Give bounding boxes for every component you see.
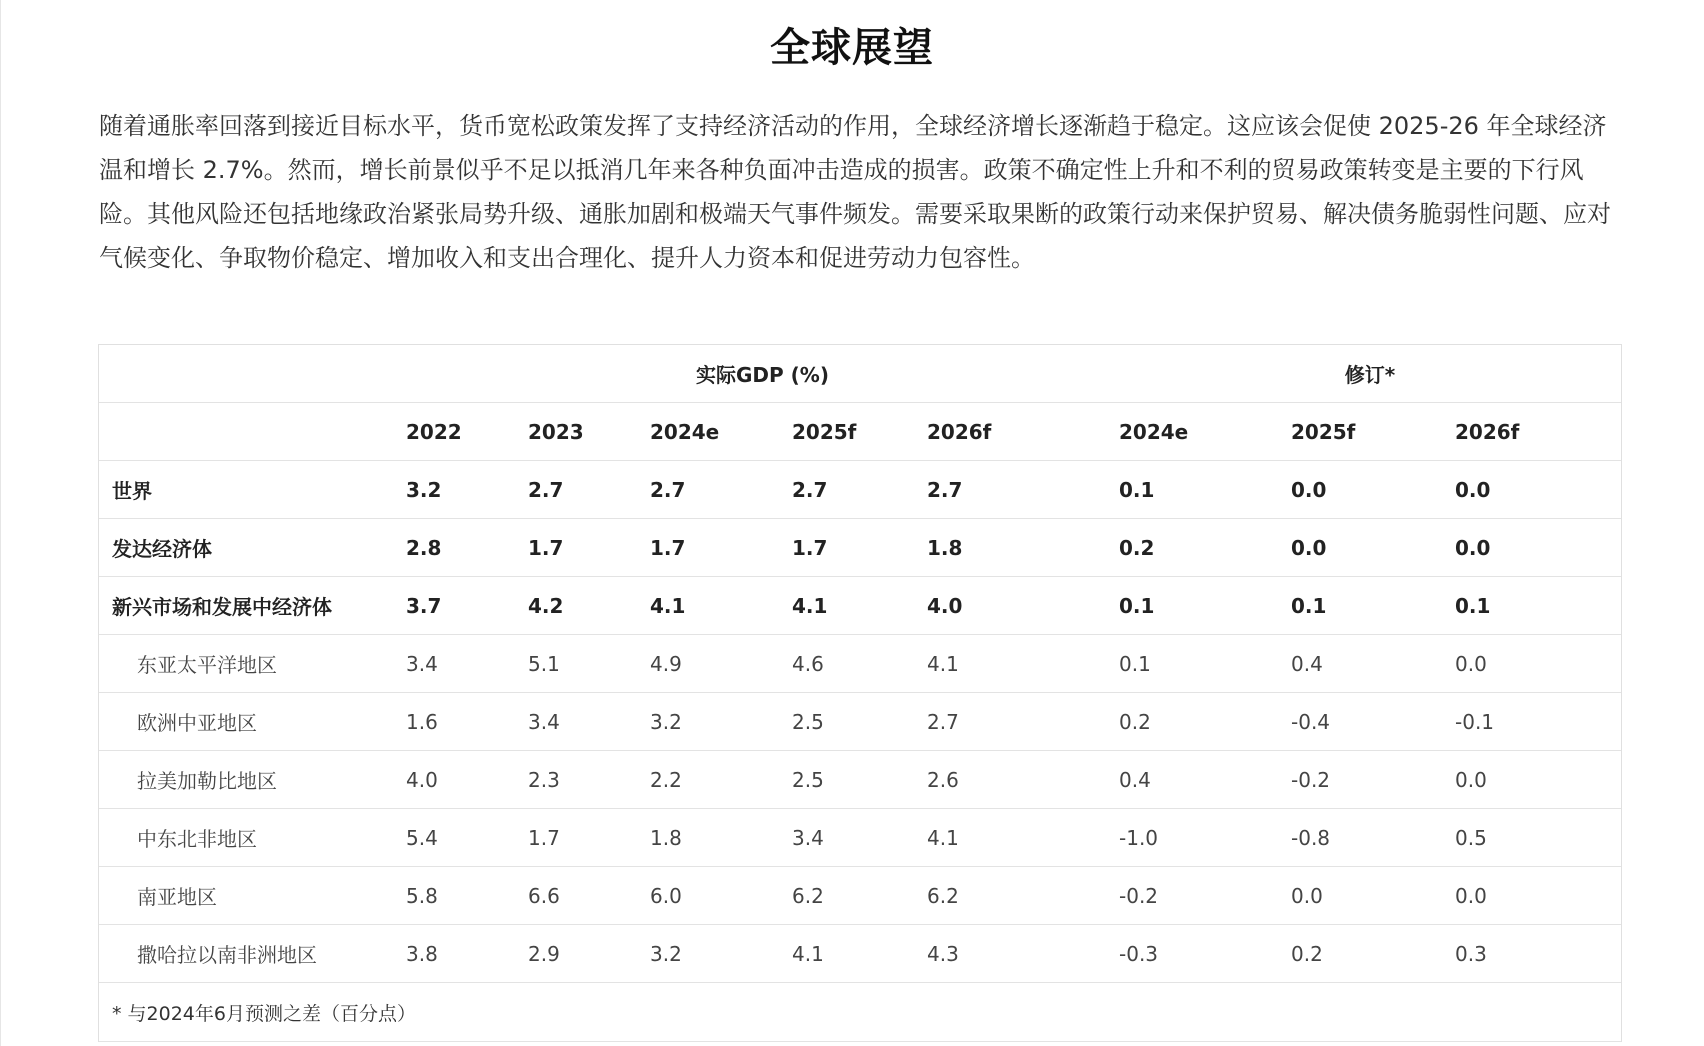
table-cell: 0.4 xyxy=(1119,751,1291,809)
table-cell: 3.8 xyxy=(406,925,528,983)
table-cell: 5.4 xyxy=(406,809,528,867)
row-label: 南亚地区 xyxy=(99,867,406,925)
table-cell: 2.8 xyxy=(406,519,528,577)
table-cell: -0.2 xyxy=(1119,867,1291,925)
table-cell: 4.9 xyxy=(650,635,792,693)
column-header-row xyxy=(99,403,1621,461)
col-header-2025f: 2025f xyxy=(792,403,927,461)
table-cell: 2.5 xyxy=(792,693,927,751)
table-cell: 2.3 xyxy=(528,751,650,809)
gdp-table-container xyxy=(98,344,1622,1042)
table-cell: 0.0 xyxy=(1455,751,1621,809)
table-cell: 2.6 xyxy=(927,751,1119,809)
table-cell: 0.0 xyxy=(1455,519,1621,577)
table-cell: 1.6 xyxy=(406,693,528,751)
row-label: 拉美加勒比地区 xyxy=(99,751,406,809)
table-cell: 4.0 xyxy=(406,751,528,809)
table-cell: -0.8 xyxy=(1291,809,1455,867)
table-cell: 5.1 xyxy=(528,635,650,693)
table-row xyxy=(99,461,1621,519)
intro-paragraph: 随着通胀率回落到接近目标水平，货币宽松政策发挥了支持经济活动的作用，全球经济增长逐渐趋于稳定。这应该会促使 2025-26 年全球经济温和增长 2.7%。然而，增长前景似乎不足以抵消几年来各种负面冲击造成的损害。政策不确定性上升和不利的贸易政策转变是主要的下行风险。其他风险还包括地缘政治紧张局势升级、通胀加剧和极端天气事件频发。需要采取果断的政策行动来保护贸易、解决债务脆弱性问题、应对气候变化、争取物价稳定、增加收入和支出合理化、提升人力资本和促进劳动力包容性。 xyxy=(99,112,1611,272)
table-cell: 0.0 xyxy=(1291,519,1455,577)
table-footnote: * 与2024年6月预测之差（百分点） xyxy=(99,983,1621,1042)
table-cell: -0.3 xyxy=(1119,925,1291,983)
group-header-row xyxy=(99,345,1621,403)
row-label: 新兴市场和发展中经济体 xyxy=(99,577,406,635)
table-cell: 0.4 xyxy=(1291,635,1455,693)
table-cell: 1.8 xyxy=(927,519,1119,577)
table-cell: 4.1 xyxy=(650,577,792,635)
table-cell: 2.7 xyxy=(650,461,792,519)
footnote-row xyxy=(99,983,1621,1042)
group-header-real-gdp: 实际GDP (%) xyxy=(406,345,1119,403)
table-cell: 2.2 xyxy=(650,751,792,809)
row-label: 世界 xyxy=(99,461,406,519)
table-cell: 5.8 xyxy=(406,867,528,925)
row-label: 撒哈拉以南非洲地区 xyxy=(99,925,406,983)
table-row xyxy=(99,519,1621,577)
table-cell: 3.2 xyxy=(650,693,792,751)
table-cell: 2.9 xyxy=(528,925,650,983)
table-cell: 0.0 xyxy=(1291,461,1455,519)
table-cell: 3.7 xyxy=(406,577,528,635)
table-row xyxy=(99,809,1621,867)
group-header-revision: 修订* xyxy=(1119,345,1621,403)
table-cell: 0.1 xyxy=(1455,577,1621,635)
table-cell: 0.3 xyxy=(1455,925,1621,983)
table-cell: 0.0 xyxy=(1455,635,1621,693)
table-cell: 0.1 xyxy=(1291,577,1455,635)
table-cell: 3.4 xyxy=(406,635,528,693)
table-cell: 0.2 xyxy=(1119,693,1291,751)
left-divider xyxy=(0,0,1,1046)
header-empty-cell xyxy=(99,403,406,461)
table-cell: 0.0 xyxy=(1291,867,1455,925)
table-cell: 4.6 xyxy=(792,635,927,693)
table-cell: 6.2 xyxy=(927,867,1119,925)
table-row xyxy=(99,867,1621,925)
table-cell: -0.1 xyxy=(1455,693,1621,751)
table-cell: 4.1 xyxy=(927,809,1119,867)
table-row xyxy=(99,577,1621,635)
table-cell: 3.2 xyxy=(406,461,528,519)
table-cell: 6.6 xyxy=(528,867,650,925)
table-cell: 2.7 xyxy=(927,693,1119,751)
table-cell: 3.2 xyxy=(650,925,792,983)
table-cell: 1.7 xyxy=(650,519,792,577)
row-label: 欧洲中亚地区 xyxy=(99,693,406,751)
table-cell: 3.4 xyxy=(792,809,927,867)
table-cell: 0.1 xyxy=(1119,635,1291,693)
table-cell: 2.7 xyxy=(792,461,927,519)
table-cell: 4.1 xyxy=(927,635,1119,693)
table-cell: 1.8 xyxy=(650,809,792,867)
table-cell: 1.7 xyxy=(528,519,650,577)
table-cell: 0.0 xyxy=(1455,461,1621,519)
table-cell: 2.7 xyxy=(927,461,1119,519)
header-empty-cell xyxy=(99,345,406,403)
col-header-rev-2025f: 2025f xyxy=(1291,403,1455,461)
row-label: 东亚太平洋地区 xyxy=(99,635,406,693)
table-cell: -0.4 xyxy=(1291,693,1455,751)
table-cell: 4.2 xyxy=(528,577,650,635)
table-cell: 4.1 xyxy=(792,577,927,635)
table-cell: 6.0 xyxy=(650,867,792,925)
table-cell: -0.2 xyxy=(1291,751,1455,809)
table-cell: 0.1 xyxy=(1119,577,1291,635)
table-cell: 3.4 xyxy=(528,693,650,751)
table-body xyxy=(99,461,1621,1042)
table-row xyxy=(99,925,1621,983)
col-header-rev-2024e: 2024e xyxy=(1119,403,1291,461)
table-cell: 6.2 xyxy=(792,867,927,925)
table-row xyxy=(99,693,1621,751)
page-title: 全球展望 xyxy=(770,25,934,71)
table-cell: 2.5 xyxy=(792,751,927,809)
gdp-forecast-table xyxy=(99,345,1621,1042)
table-cell: 1.7 xyxy=(528,809,650,867)
col-header-2022: 2022 xyxy=(406,403,528,461)
row-label: 发达经济体 xyxy=(99,519,406,577)
table-cell: 0.2 xyxy=(1291,925,1455,983)
table-cell: 0.1 xyxy=(1119,461,1291,519)
col-header-2024e: 2024e xyxy=(650,403,792,461)
row-label: 中东北非地区 xyxy=(99,809,406,867)
table-cell: 0.2 xyxy=(1119,519,1291,577)
table-row xyxy=(99,635,1621,693)
table-cell: 0.5 xyxy=(1455,809,1621,867)
col-header-rev-2026f: 2026f xyxy=(1455,403,1621,461)
table-cell: -1.0 xyxy=(1119,809,1291,867)
table-cell: 1.7 xyxy=(792,519,927,577)
table-cell: 4.0 xyxy=(927,577,1119,635)
table-cell: 0.0 xyxy=(1455,867,1621,925)
table-cell: 4.3 xyxy=(927,925,1119,983)
table-cell: 2.7 xyxy=(528,461,650,519)
col-header-2023: 2023 xyxy=(528,403,650,461)
table-cell: 4.1 xyxy=(792,925,927,983)
table-row xyxy=(99,751,1621,809)
col-header-2026f: 2026f xyxy=(927,403,1119,461)
